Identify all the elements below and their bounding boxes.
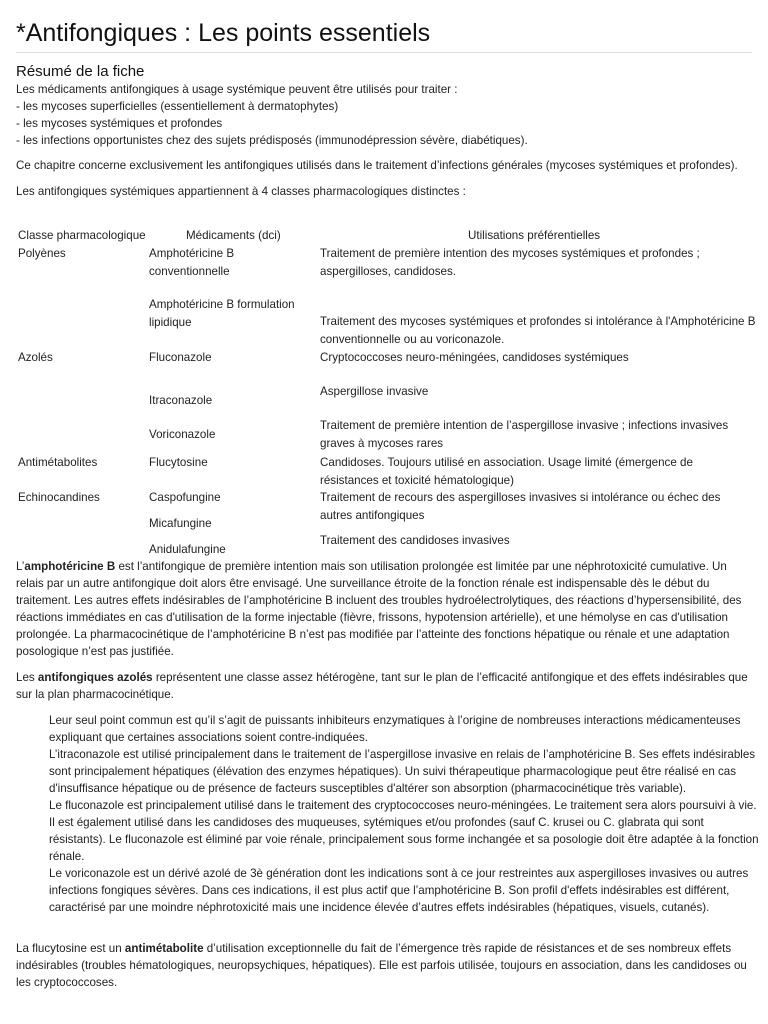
table-cell-drug: Fluconazole: [149, 351, 212, 364]
paragraph-amphotericine: [16, 558, 756, 660]
table-cell-drug: Anidulafungine: [149, 543, 226, 556]
table-cell-drug: Voriconazole: [149, 428, 216, 441]
table-cell-drug: Micafungine: [149, 517, 212, 530]
paragraph-classes: Les antifongiques systémiques appartiennent à 4 classes pharmacologiques distinctes :: [16, 185, 466, 198]
table-cell-use: Candidoses. Toujours utilisé en association. Usage limité (émergence de résistances et toxicité hématologique): [320, 456, 693, 487]
section-subtitle: Résumé de la fiche: [16, 63, 145, 80]
azoles-detail-paragraph: L’itraconazole est utilisé principalement dans le traitement de l’aspergillose invasive en relais de l’amphotéricine B. Ses effets indésirables sont principalement hépatiques (élévation des enzymes hépatiques). Un suivi thérapeutique pharmacologique peut être réalisé en cas d'insuffisance hépatique ou de présence de facteurs susceptibles d'altérer son absorption (pharmacocinétique très variable).: [49, 748, 756, 795]
azoles-detail-paragraph: Le fluconazole est principalement utilisé dans le traitement des cryptococcoses neuro-méningées. Le traitement sera alors poursuivi à vie. Il est également utilisé dans les candidoses des muqueuses, sytémiques et/ou profondes (sauf C. krusei ou C. glabrata qui sont résistants). Le fluconazole est éliminé par voie rénale, principalement sous forme inchangée et sa posologie doit être adaptée à la fonction rénale.: [49, 799, 759, 863]
emphasis-antimetabolite: antimétabolite: [124, 942, 204, 955]
table-cell-classe: Echinocandines: [18, 491, 100, 504]
table-cell-drug: Flucytosine: [149, 456, 208, 469]
table-header-medicaments: Médicaments (dci): [186, 229, 281, 242]
emphasis-amphotericine: amphotéricine B: [24, 560, 116, 573]
text-run: d’utilisation exceptionnelle du fait de l’émergence très rapide de résistances et de ses nombreux effets indésirables (troubles hématologiques, neuropsychiques, hépatiques). Elle est parfois utilisée, toujours en association, dans les candidoses ou les cryptococcoses.: [16, 942, 747, 989]
paragraph-chapitre: Ce chapitre concerne exclusivement les antifongiques utilisés dans le traitement d’infections générales (mycoses systémiques et profondes).: [16, 159, 738, 172]
intro-item: - les mycoses systémiques et profondes: [16, 117, 223, 130]
azoles-detail-paragraph: Leur seul point commun est qu’il s’agit de puissants inhibiteurs enzymatiques à l’origine de nombreuses interactions médicamenteuses expliquant que certaines associations soient contre-indiquées.: [49, 714, 741, 744]
table-cell-use: Traitement des mycoses systémiques et profondes si intolérance à l'Amphotéricine B conventionnelle ou au voriconazole.: [320, 315, 756, 346]
paragraph-azoles: [16, 669, 756, 703]
intro-block: [16, 81, 756, 149]
intro-item: - les infections opportunistes chez des sujets prédisposés (immunodépression sévère, diabétiques).: [16, 134, 528, 147]
page-title: *Antifongiques : Les points essentiels: [16, 16, 752, 53]
table-cell-drug: Amphotéricine B formulation lipidique: [149, 298, 295, 329]
table-cell-use: Traitement des candidoses invasives: [320, 534, 510, 547]
table-cell-use: Traitement de première intention des mycoses systémiques et profondes ; aspergilloses, candidoses.: [320, 247, 700, 278]
table-cell-drug: Amphotéricine B conventionnelle: [149, 247, 235, 278]
table-cell-classe: Antimétabolites: [18, 456, 98, 469]
text-run: Les: [16, 671, 38, 684]
text-run: La flucytosine est un: [16, 942, 125, 955]
azoles-details-block: [49, 712, 761, 916]
text-run: est l’antifongique de première intention mais son utilisation prolongée est limitée par une néphrotoxicité cumulative. Un relais par un autre antifongique doit alors être envisagé. Une surveillance étroite de la fonction rénale est indispensable dès le début du traitement. Les autres effets indésirables de l’amphotéricine B incluent des troubles hydroélectrolytiques, des réactions d’hypersensibilité, des réactions immédiates en cas d'utilisation de la forme injectable (fièvre, frissons, hypotension artérielle), et une hémolyse en cas d'utilisation prolongée. La pharmacocinétique de l’amphotéricine B n’est pas modifiée par l’atteinte des fonctions hépatique ou rénale et une adaptation posologique n’est pas justifiée.: [16, 560, 742, 658]
intro-item: - les mycoses superficielles (essentiellement à dermatophytes): [16, 100, 339, 113]
table-cell-use: Aspergillose invasive: [320, 385, 429, 398]
table-cell-classe: Polyènes: [18, 247, 66, 260]
table-cell-use: Traitement de recours des aspergilloses invasives si intolérance ou échec des autres antifongiques: [320, 491, 721, 522]
table-cell-drug: Itraconazole: [149, 394, 213, 407]
paragraph-flucytosine: [16, 940, 756, 991]
azoles-detail-paragraph: Le voriconazole est un dérivé azolé de 3è génération dont les indications sont à ce jour restreintes aux aspergilloses invasives ou autres infections fongiques sévères. Dans ces indications, il est plus actif que l’amphotéricine B. Son profil d'effets indésirables est différent, caractérisé par une moindre néphrotoxicité mais une incidence élevée d’autres effets indésirables (hépatiques, visuels, cutanés).: [49, 867, 749, 914]
text-run: L’: [16, 560, 25, 573]
table-cell-classe: Azolés: [18, 351, 53, 364]
table-cell-drug: Caspofungine: [149, 491, 221, 504]
table-header-utilisations: Utilisations préférentielles: [468, 229, 601, 242]
table-cell-use: Traitement de première intention de l’aspergillose invasive ; infections invasives graves à mycoses rares: [320, 419, 729, 450]
table-cell-use: Cryptococcoses neuro-méningées, candidoses systémiques: [320, 351, 629, 364]
intro-lead: Les médicaments antifongiques à usage systémique peuvent être utilisés pour traiter :: [16, 83, 458, 96]
text-run: représentent une classe assez hétérogène, tant sur le plan de l’efficacité antifongique et des effets indésirables que sur la plan pharmacocinétique.: [16, 671, 748, 701]
emphasis-azoles: antifongiques azolés: [37, 671, 153, 684]
table-header-classe: Classe pharmacologique: [18, 229, 146, 242]
